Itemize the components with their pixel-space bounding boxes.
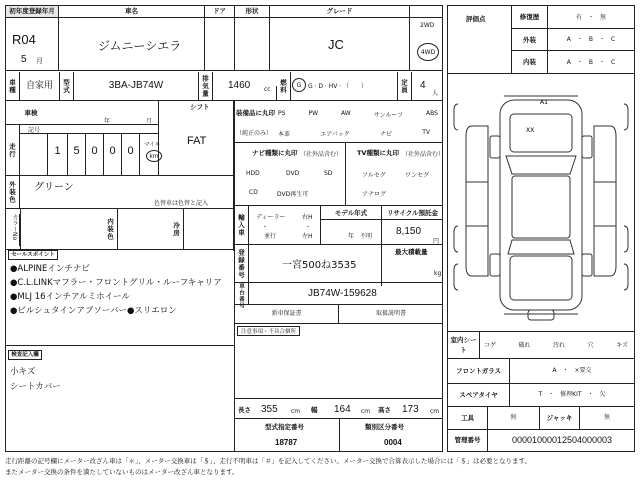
selling-point-item: ●MLJ 16インチアルミホイール — [10, 292, 131, 302]
fuel-selected: G — [296, 81, 302, 89]
mileage-unit-km-circle — [146, 150, 162, 162]
repair-options: 有 ・ 無 — [548, 6, 634, 29]
car-hood — [510, 114, 572, 152]
import-dot: ・ — [305, 224, 312, 231]
navi-item: DVD再生可 — [277, 191, 309, 198]
interior-options: A ・ B ・ C — [548, 51, 634, 74]
model-year-label: モデル年式 — [321, 206, 381, 220]
front-glass-value: A ・ ×要交 — [552, 367, 592, 374]
registration-bottom-rule — [234, 282, 443, 283]
interior-label: 内装 — [512, 51, 548, 74]
shift-label: シフト — [190, 103, 210, 111]
navi-sub: （社外品含む） — [300, 151, 343, 158]
spare-tire-label: スペアタイヤ — [448, 384, 510, 406]
equipment-item: ナビ — [379, 131, 392, 138]
import-dealer: ディーラー — [256, 214, 286, 221]
color-note: 色替車は色替と記入 — [154, 200, 209, 207]
recycle-value: 8,150 — [396, 226, 422, 237]
inspection-month-unit: 月 — [146, 118, 153, 125]
chassis-label: 車台番号 — [235, 283, 249, 305]
drive-2wd: 2WD — [420, 22, 435, 29]
type-value: 18787 — [275, 438, 298, 447]
height-value: 173 — [402, 404, 419, 415]
reg-month-value: 5 — [21, 54, 27, 65]
capacity-unit: 人 — [432, 90, 439, 97]
car-windshield — [506, 156, 576, 174]
grade-label: グレード — [270, 6, 410, 17]
inspector-item: 小キズ — [10, 367, 36, 377]
interior-sheet-item: 穴 — [587, 342, 594, 349]
car-left-side — [466, 126, 488, 276]
mileage-digit: 5 — [68, 134, 86, 175]
tools-label: 工具 — [448, 407, 488, 429]
equipment-sub: （純正のみ） — [236, 130, 273, 137]
type-label: 型式指定番号 — [265, 423, 304, 431]
registration-label: 登録番号 — [235, 245, 249, 282]
tv-item: アナログ — [362, 191, 387, 198]
equipment-row1 — [278, 110, 438, 119]
car-damage-diagram — [448, 86, 634, 322]
interior-sheet-item: コゲ — [484, 342, 497, 349]
score-label: 評価点 — [466, 15, 486, 23]
height-label: 高さ — [378, 406, 391, 414]
interior-sheet-item: 汚れ — [553, 342, 566, 349]
reg-month-unit: 月 — [36, 57, 43, 65]
import-right: 右H — [302, 214, 313, 221]
length-unit: cm — [291, 408, 301, 415]
mileage-digit: 0 — [86, 134, 104, 175]
load-label: 最大積載量 — [395, 248, 428, 256]
color-no-right-rule — [20, 209, 21, 249]
selling-points-bottom-rule — [5, 345, 234, 346]
model-label: 型式 — [60, 72, 74, 100]
color-no-label: カラーNo — [6, 214, 20, 246]
interior-sheet-item: キズ — [616, 342, 628, 349]
management-value: 00001000012504000003 — [511, 435, 613, 445]
mileage-unit-mile: マイル — [144, 142, 161, 148]
equipment-item: PW — [308, 110, 319, 117]
car-wheel — [582, 136, 592, 158]
shape-label: 形状 — [235, 6, 270, 17]
selling-point-item: ●ALPINEインチナビ — [10, 264, 90, 274]
diagram-bracket — [454, 226, 458, 252]
length-value: 355 — [261, 404, 278, 415]
equipment-item: AW — [341, 110, 351, 117]
door-label: ドア — [205, 6, 235, 17]
chassis-value: JB74W-159628 — [308, 288, 377, 299]
recycle-label: リサイクル預託金 — [382, 206, 443, 220]
drive-4wd-circled — [417, 43, 439, 61]
navi-item: DVD — [286, 170, 300, 177]
selling-point-item: ●ビルシュタインアブソーバー●スリエロン — [10, 306, 177, 316]
length-label: 長さ — [238, 406, 251, 414]
diagram-bracket — [624, 226, 628, 252]
car-wheel — [490, 136, 500, 158]
displacement-label: 排気量 — [199, 72, 213, 100]
recycle-unit: 円 — [433, 238, 440, 245]
car-wheel — [582, 254, 592, 276]
management-label: 管理番号 — [448, 430, 488, 451]
reg-year-label: 初年度登録年月 — [6, 6, 59, 17]
mileage-digit: 0 — [104, 134, 122, 175]
car-name-label: 車名 — [59, 6, 205, 17]
inspector-item: シートカバー — [10, 382, 61, 392]
interior-sheet-label: 室内シート — [448, 332, 480, 358]
jack-label: ジャッキ — [540, 407, 580, 429]
mileage-record-label: 記号 — [20, 125, 158, 134]
selling-points-list — [10, 262, 232, 318]
notes-label: 注意事項・不具合個所 — [237, 326, 300, 336]
recycle-bottom-rule — [234, 244, 443, 245]
manual-label: 取扱説明書 — [375, 310, 406, 317]
equipment-item: エアバック — [320, 131, 350, 138]
car-name-value: ジムニーシエラ — [98, 39, 182, 53]
mileage-digit: 1 — [48, 134, 68, 175]
equipment-bottom-rule — [234, 142, 443, 143]
mileage-bottom-rule — [5, 175, 234, 176]
equipment-item: PS — [278, 110, 286, 117]
model-year-value: 年 不明 — [348, 233, 373, 240]
navi-label: ナビ種類に丸印 — [252, 149, 298, 157]
import-left: 左H — [302, 233, 313, 240]
exterior-options: A ・ B ・ C — [548, 29, 634, 51]
tv-item: フルセグ — [362, 172, 386, 179]
type-class-divider — [339, 419, 340, 452]
load-unit: kg — [434, 270, 442, 277]
width-unit: cm — [361, 408, 371, 415]
inspection-label: 車検 — [6, 101, 56, 125]
interior-sheet-items — [484, 340, 628, 349]
footer-line2: またメーター交換の条件を満たしていないものはメーター改ざん車となります。 — [5, 468, 239, 476]
height-unit: cm — [430, 408, 440, 415]
displacement-value: 1460 — [228, 80, 251, 91]
capacity-value: 4 — [420, 80, 426, 91]
interior-sheet-item: 破れ — [518, 342, 531, 349]
model-value: 3BA-JB74W — [74, 72, 199, 100]
tools-value: 無 — [488, 407, 540, 429]
car-trunk — [510, 256, 572, 300]
usage-label: 車種 — [6, 72, 20, 100]
width-label: 幅 — [311, 406, 318, 414]
notes-bottom-rule — [234, 398, 443, 399]
mark-a1: A1 — [540, 99, 548, 106]
car-roof — [512, 176, 570, 238]
warranty-label: 新車保証書 — [235, 305, 339, 323]
door-cell — [205, 18, 235, 70]
selling-point-item: ●C.L.LINKマフラー・フロントグリル・ルーフキャリア — [10, 278, 222, 288]
equipment-label: 装備品に丸印 — [236, 109, 275, 117]
class-value: 0004 — [384, 438, 402, 447]
drive-4wd: 4WD — [420, 48, 436, 56]
tv-sub: （社外品含む） — [402, 151, 445, 158]
equipment-item: サンルーフ — [373, 112, 404, 119]
navi-item: SD — [324, 170, 333, 177]
car-rear-window — [508, 240, 574, 254]
equipment-item: 本革 — [278, 131, 291, 138]
equipment-item: ABS — [426, 110, 438, 117]
diagram-bracket — [454, 264, 458, 290]
class-label: 類別区分番号 — [365, 423, 404, 431]
cc-unit: cc — [264, 86, 277, 100]
import-label: 輸入車 — [235, 206, 249, 244]
equipment-row2 — [278, 129, 430, 138]
inspection-year-unit: 年 — [104, 118, 111, 125]
mileage-digit: 0 — [122, 134, 140, 175]
mark-xx: XX — [526, 127, 535, 134]
fuel-cell — [291, 72, 398, 100]
records-bottom-rule — [234, 323, 443, 324]
exterior-label: 外装 — [512, 29, 548, 51]
tv-label: TV種類に丸印 — [357, 149, 399, 157]
navi-item: CD — [249, 189, 258, 196]
car-wheel — [490, 254, 500, 276]
tv-item: ワンセグ — [405, 172, 430, 179]
import-dot: ・ — [262, 224, 269, 231]
registration-value: 一宮500ね3535 — [282, 260, 357, 271]
cold-label: 冷房 — [170, 209, 184, 249]
shape-cell — [235, 18, 270, 70]
import-parallel: 並行 — [264, 233, 277, 240]
front-glass-label: フロントガラス — [448, 359, 510, 383]
jack-value: 無 — [603, 414, 610, 421]
color-label: 外装色 — [6, 176, 20, 208]
shift-divider — [158, 101, 159, 175]
equipment-item: TV — [422, 129, 430, 136]
mileage-digits — [20, 134, 140, 175]
diagram-bracket — [454, 104, 458, 130]
shift-value: FAT — [187, 135, 207, 147]
navi-tv-divider — [345, 143, 346, 205]
usage-value: 自家用 — [20, 72, 60, 100]
car-spare-tire — [528, 310, 554, 320]
spare-tire-value: T ・ 修理KIT ・ 欠 — [538, 391, 606, 398]
width-value: 164 — [334, 404, 351, 415]
color-bottom-rule — [5, 208, 234, 209]
navi-item: HDD — [246, 170, 260, 177]
footer-line1: 走行距離の記号欄にメーター改ざん車は「＊」、メーター交換車は「＄」、走行不明車は「＃」を記入してください。メーター交換で合算表示した場合には「＄」は必要となります。 — [5, 457, 531, 465]
grade-value: JC — [328, 37, 344, 52]
interior-color-label: 内装色 — [104, 209, 118, 249]
capacity-label: 定員 — [398, 72, 412, 100]
mileage-label: 走行 — [6, 125, 20, 175]
inspector-label: 検査記入欄 — [8, 350, 42, 360]
color-value: グリーン — [34, 182, 74, 193]
repair-label: 修復歴 — [512, 6, 548, 29]
fuel-label: 燃料 — [277, 72, 291, 100]
reg-year-value: R04 — [12, 32, 36, 47]
mileage-unit-km: km — [149, 152, 159, 160]
diagram-bracket — [624, 264, 628, 290]
selling-points-label: セールスポイント — [8, 250, 58, 260]
car-right-side — [594, 126, 616, 276]
fuel-options: G · D · HV · （ ） — [308, 83, 368, 90]
mileage-digit — [20, 134, 48, 175]
diagram-bracket — [624, 104, 628, 130]
